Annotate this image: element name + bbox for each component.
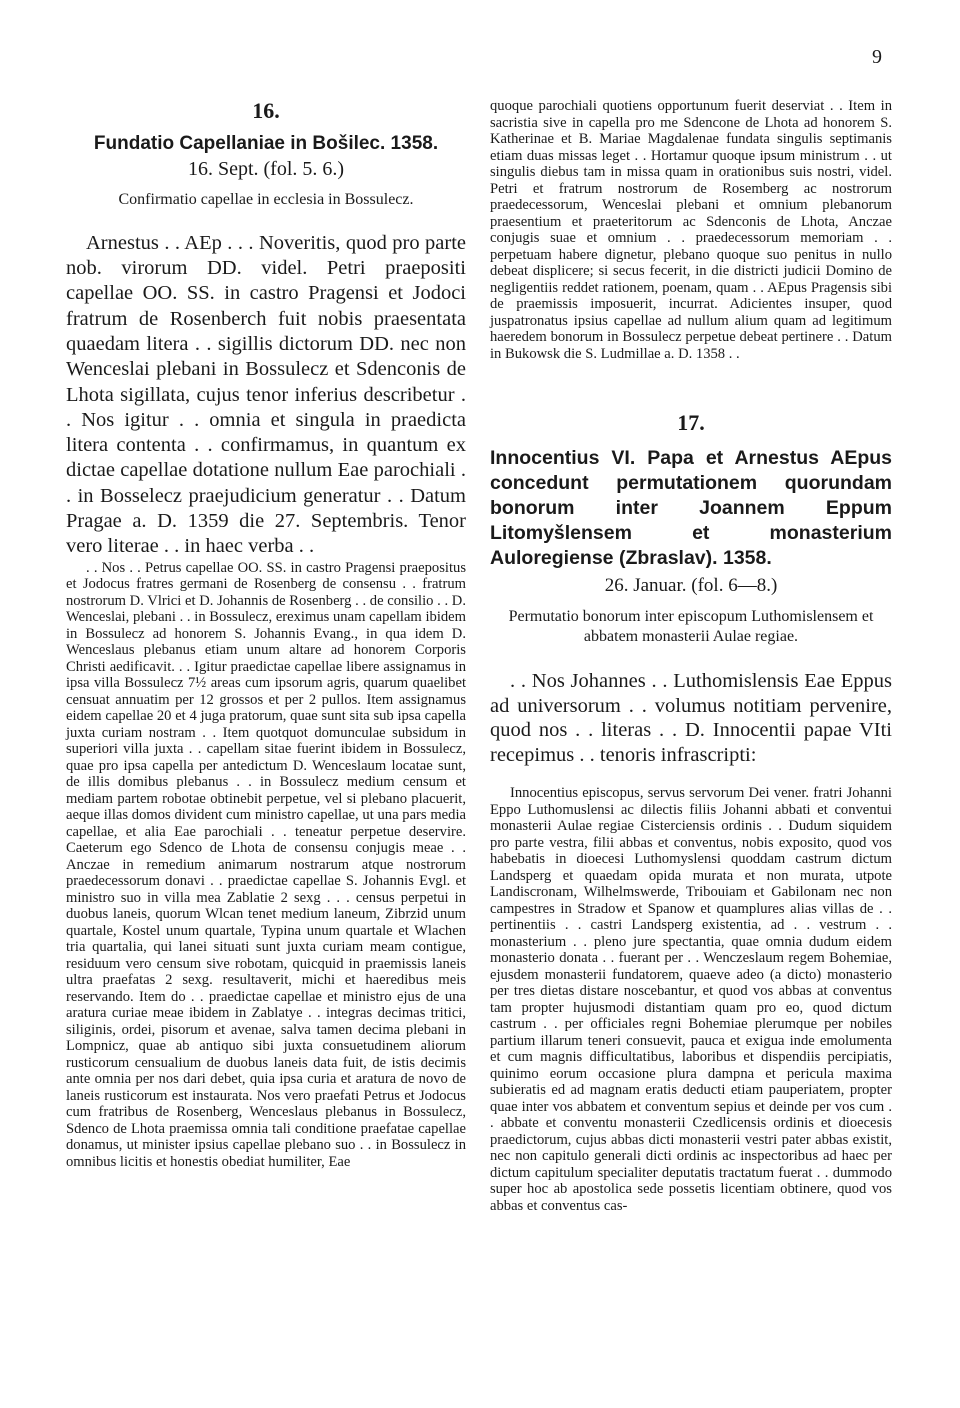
document-title-2: Innocentius VI. Papa et Arnestus AEpus concedunt permutationem quorundam bonorum inter Joannem Eppum Litomyšlensem et monasterium Auloregiense (Zbraslav). 1358. bbox=[490, 447, 892, 569]
document-date: 16. Sept. (fol. 5. 6.) bbox=[187, 157, 345, 180]
body-text-large-2: . . Nos Johannes . . Luthomislensis Eae Eppus ad universorum . . volumus notitiam pervenire, quod nos . . literas . . D. Innocentii papae VIti recepimus . . tenoris infrascripti: bbox=[490, 670, 892, 766]
document-regest: Confirmatio capellae in ecclesia in Bossulecz. bbox=[118, 190, 414, 208]
document-number: 16. bbox=[252, 98, 280, 123]
document-regest-2: Permutatio bonorum inter episcopum Luthomislensem et abbatem monasterii Aulae regiae. bbox=[508, 608, 874, 645]
document-date-2: 26. Januar. (fol. 6—8.) bbox=[604, 575, 778, 596]
body-text-small-2: Innocentius episcopus, servus servorum Dei vener. fratri Johanni Eppo Luthomuslensi ac dilectis filiis Johanni abbati et conventui monasterii Aulae regiae Cisterciensis ordinis . . Dudum siquidem pro parte vestra, filii abbas et conventus, nobis exposito, quod vos habebatis in dioecesi Luthomyslensi quoddam castrum dictum Landsperg et quaedam opida murata et non murata, utpote Landiscronam, Wilhelmswerde, Tribouiam et Gabilonam nec non campestres in Stradow et Spanow et quamplures alias villas de . . pertinentiis . . castri Landsperg existentia, ad . . vestrum . . monasterium . . pleno jure spectantia, quae omnia dudum eidem monasterio donata . . fuerant per . . Wenczeslaum regem Bohemiae, ejusdem monasterii fundatorem, quaeve adeo (a dicto) monasterio per tres dietas distare noscebantur, et quod vos abbas at conventus tam propter hujusmodi distantiam quam pro eo, quod dictum castrum . . per officiales regni Bohemiae plerumque per nobiles partium illarum teneri consuevit, pauca et exigua inde emolumenta et cum magnis difficultatibus, laboribus et dispendiis percipiatis, quinimo eorum occasione plura dampna et pericula maxima subieratis ed ad magnam eratis deducti etiam pauperiatem, propter quae inter vos abbatem et conventum sepius et deinde per vos cum . . abbate et conventu monasterii Czedlicensis ordinis et dioecesis praedictorum, cujus abbas dicti monasterii vestri pater abbas existit, nec non capitulo generali dicti ordinis ac inspectoribus ad haec per dictum capitulum specialiter deputatis tractatum fuerat . . dummodo super hoc ab apostolica sede possetis licentiam obtinere, quod vos abbas et conventus cas- bbox=[490, 785, 892, 1214]
left-column bbox=[66, 98, 466, 1170]
document-title: Fundatio Capellaniae in Bošilec. 1358. bbox=[93, 133, 439, 154]
page-number: 9 bbox=[872, 46, 882, 68]
body-text-small: . . Nos . . Petrus capellae OO. SS. in castro Pragensi praepositus et Jodocus fratres germani de Rosenberg de consensu . . fratrum nostrorum D. Vlrici et D. Johannis de Rosenberg . . de consilio . . D. Wenceslai, plebani . . in Bossulecz, ereximus unam capellam ibidem in Bossulecz ad honorem S. Johannis Evang., in qua idem D. Wenceslaus plebanus etiam unum altare ad honorem Corporis Christi aedificavit. . . Igitur praedictae capellae libere assignamus in ipsa villa Bossulecz 7½ areas cum ipsorum agris, quarum quaelibet censuat annuatim per 12 grossos et per 2 pullos. Item assignamus eidem capellae 20 et 4 juga pratorum, quae sunt sita sub ipsa capella juxta curiam nostram . . Item quotquot domunculae subsidum in superiori villa juxta . . capellam sitae fuerint ibidem in Bossulecz, quae pro ipsa capella per antedictum D. Wenceslaum locatae sunt, de illis domibus plebanus . . in Bossulecz medium censum et mediam partem robotae obtinebit perpetue, vel si plebano placuerit, aeque illas domos divident cum ministro capellae, ut una pars media capellae, et alia Eae parochiali . . teneatur perpetue deservire. Caeterum ego Sdenco de Lhota de consensu conjugis meae . . Anczae in remedium animarum nostrarum atque nostrorum praedecessorum donavi . . praedictae capellae S. Johannis Evgl. et ministro suo in villa mea Zablatie 2 sexg . . . census perpetui in duobus laneis, quorum Wlcan tenet medium laneum, Zibrzid unum quartale, Kostel unum quartale, Typina unum quartale et Wlachen tria quartalia, qui lanei situati sunt juxta curiam meam contigue, residuum vero censum sive robotam, quicquid in praemissis laneis ultra praefatas 2 sexg. resultaverit, michi et haeredibus meis reservando. Item do . . praedictae capellae et ministro ejus de una aratura curiae meae ibidem in Zablatye . . integras decimas tritici, siliginis, ordei, pisorum et avenae, salva tamen decima plebani in Lompnicz, quae ab antiquo sibi juxta consuetudinem aliorum rusticorum censualium de duobus laneis data fuit, de istis decimis ante omnia per nos dari debet, quia ipsa curia et aratura de novo de laneis rusticorum est instaurata. Nos vero praefati Petrus et Jodocus cum fratribus de Rosenberg, Wenceslaus plebanus in Bossulecz, Sdenco de Lhota praemissa omnia tali conditione praefatae capellae donamus, ut minister ipsius capellae plebano suo . . in Bossulecz in omnibus licitis et honestis obediat humiliter, Eae bbox=[66, 559, 466, 1170]
document-number-2: 17. bbox=[677, 410, 705, 435]
right-column bbox=[490, 98, 892, 1214]
body-text-large: Arnestus . . AEp . . . Noveritis, quod pro parte nob. virorum DD. videl. Petri praepositi capellae OO. SS. in castro Pragensi et Jodoci fratrum de Rosenberch fuit nobis praesentata quaedam litera . . sigillis dictorum DD. nec non Wenceslai plebani in Bossulecz et Sdenconis de Lhota sigillata, cujus tenor inferius describetur . . Nos igitur . . omnia et singula in praedicta litera contenta . . confirmamus, in quantum ex dictae capellae dotatione nullum Eae parochiali . . in Bosselecz praejudicium generatur . . Datum Pragae a. D. 1359 die 27. Septembris. Tenor vero literae . . in haec verba . . bbox=[66, 231, 466, 558]
continued-text: quoque parochiali quotiens opportunum fuerit deserviat . . Item in sacristia sive in capella pro me Sdencone de Lhota ad honorem S. Katherinae et B. Mariae Magdalenae fundata singulis septimanis etiam duas missas leget . . Hortamur quoque ipsum ministrum . . ut singulis diebus tam in missa quam in orationibus suis nostri, videl. Petri et fratrum nostrorum de Rosemberg ac nostrorum praedecessorum, Wenceslai plebani et omnium plebanorum praesentium et praeteritorum ac Sdenconis de Lhota, Anczae conjugis suae et omnium . . praedecessorum memoriam . . perpetuam habere dignetur, plebano quoque suo penitus in nullo debeat displicere; si secus fecerit, in die districti judicii Domino de negligentiis reddet rationem, poenam, quam . . AEpus Pragensis sibi de praemissis imposuerit, incurrat. Adicientes insuper, quod juspatronatus ipsius capellae ad nullum alium quam ad legitimum haeredem bonorum in Bossulecz perpetue debeat pertinere . . Datum in Bukowsk die S. Ludmillae a. D. 1358 . . bbox=[490, 98, 892, 362]
